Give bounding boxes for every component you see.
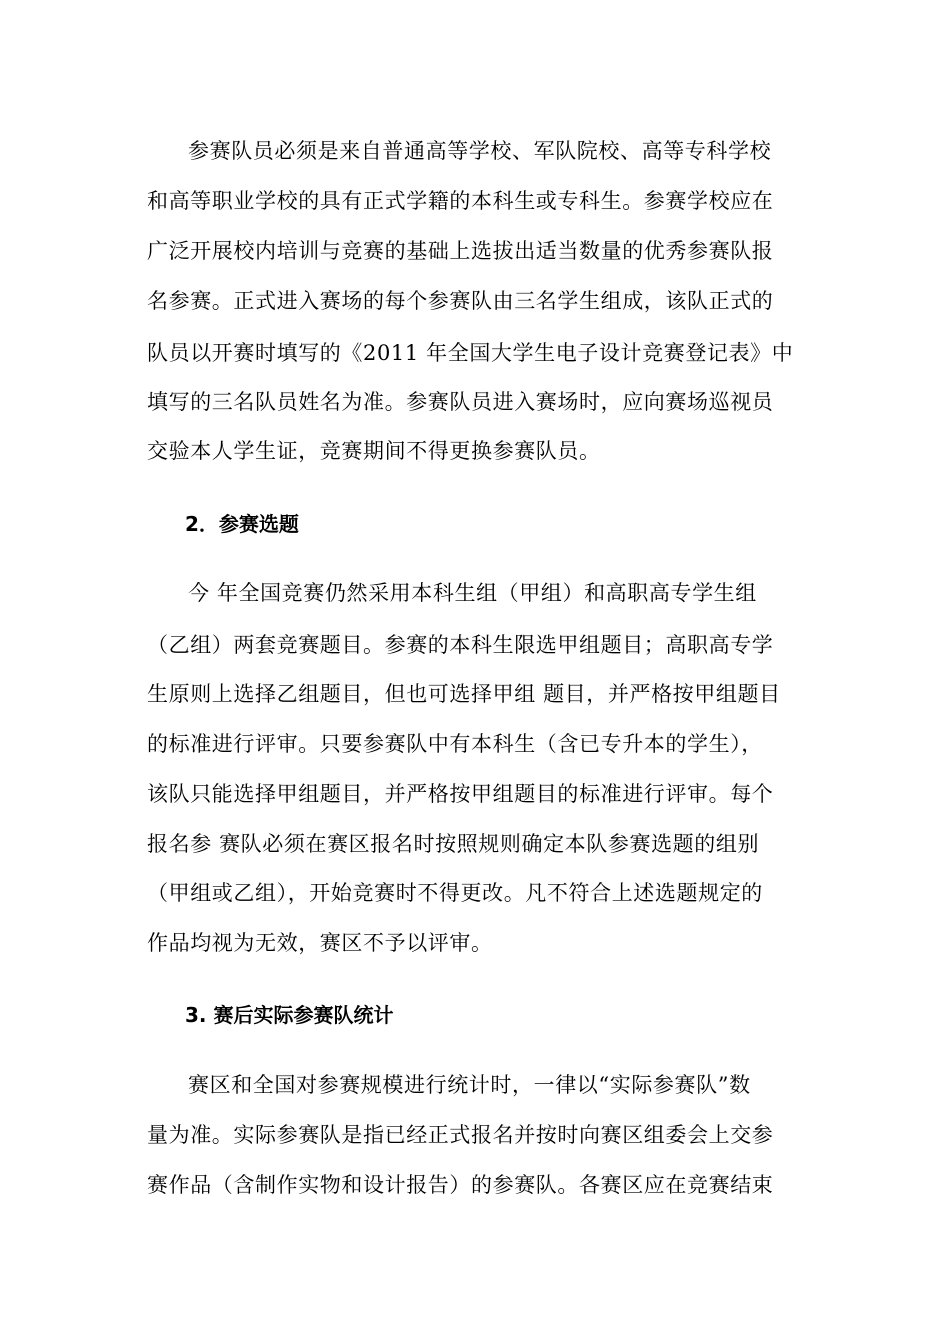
paragraph-line: 量为准。实际参赛队是指已经正式报名并按时向赛区组委会上交参: [147, 1123, 774, 1147]
paragraph-line: 作品均视为无效，赛区不予以评审。: [147, 931, 493, 955]
paragraph-line: 该队只能选择甲组题目，并严格按甲组题目的标准进行评审。每个: [147, 782, 774, 806]
paragraph-line: 和高等职业学校的具有正式学籍的本科生或专科生。参赛学校应在: [147, 189, 774, 213]
paragraph-line: 的标准进行评审。只要参赛队中有本科生（含已专升本的学生），: [147, 732, 763, 756]
paragraph-line: 队员以开赛时填写的《2011 年全国大学生电子设计竞赛登记表》中: [147, 341, 794, 365]
paragraph-line: 赛区和全国对参赛规模进行统计时，一律以“实际参赛队”数: [188, 1073, 751, 1097]
paragraph-line: 广泛开展校内培训与竞赛的基础上选拔出适当数量的优秀参赛队报: [147, 239, 774, 263]
paragraph-line: 填写的三名队员姓名为准。参赛队员进入赛场时，应向赛场巡视员: [147, 390, 774, 414]
paragraph-line: 今 年全国竞赛仍然采用本科生组（甲组）和高职高专学生组: [188, 581, 757, 605]
section-heading: 2．参赛选题: [185, 512, 299, 536]
section-heading: 3. 赛后实际参赛队统计: [185, 1003, 394, 1027]
paragraph-line: 报名参 赛队必须在赛区报名时按照规则确定本队参赛选题的组别: [147, 832, 760, 856]
paragraph-line: 参赛队员必须是来自普通高等学校、军队院校、高等专科学校: [188, 139, 772, 163]
paragraph-line: 生原则上选择乙组题目，但也可选择甲组 题目，并严格按甲组题目: [147, 682, 781, 706]
paragraph-line: （甲组或乙组），开始竞赛时不得更改。凡不符合上述选题规定的: [147, 881, 763, 905]
paragraph-line: （乙组）两套竞赛题目。参赛的本科生限选甲组题目；高职高专学: [147, 633, 774, 657]
paragraph-line: 交验本人学生证，竞赛期间不得更换参赛队员。: [147, 439, 601, 463]
paragraph-line: 名参赛。正式进入赛场的每个参赛队由三名学生组成，该队正式的: [147, 289, 774, 313]
paragraph-line: 赛作品（含制作实物和设计报告）的参赛队。各赛区应在竞赛结束: [147, 1173, 774, 1197]
